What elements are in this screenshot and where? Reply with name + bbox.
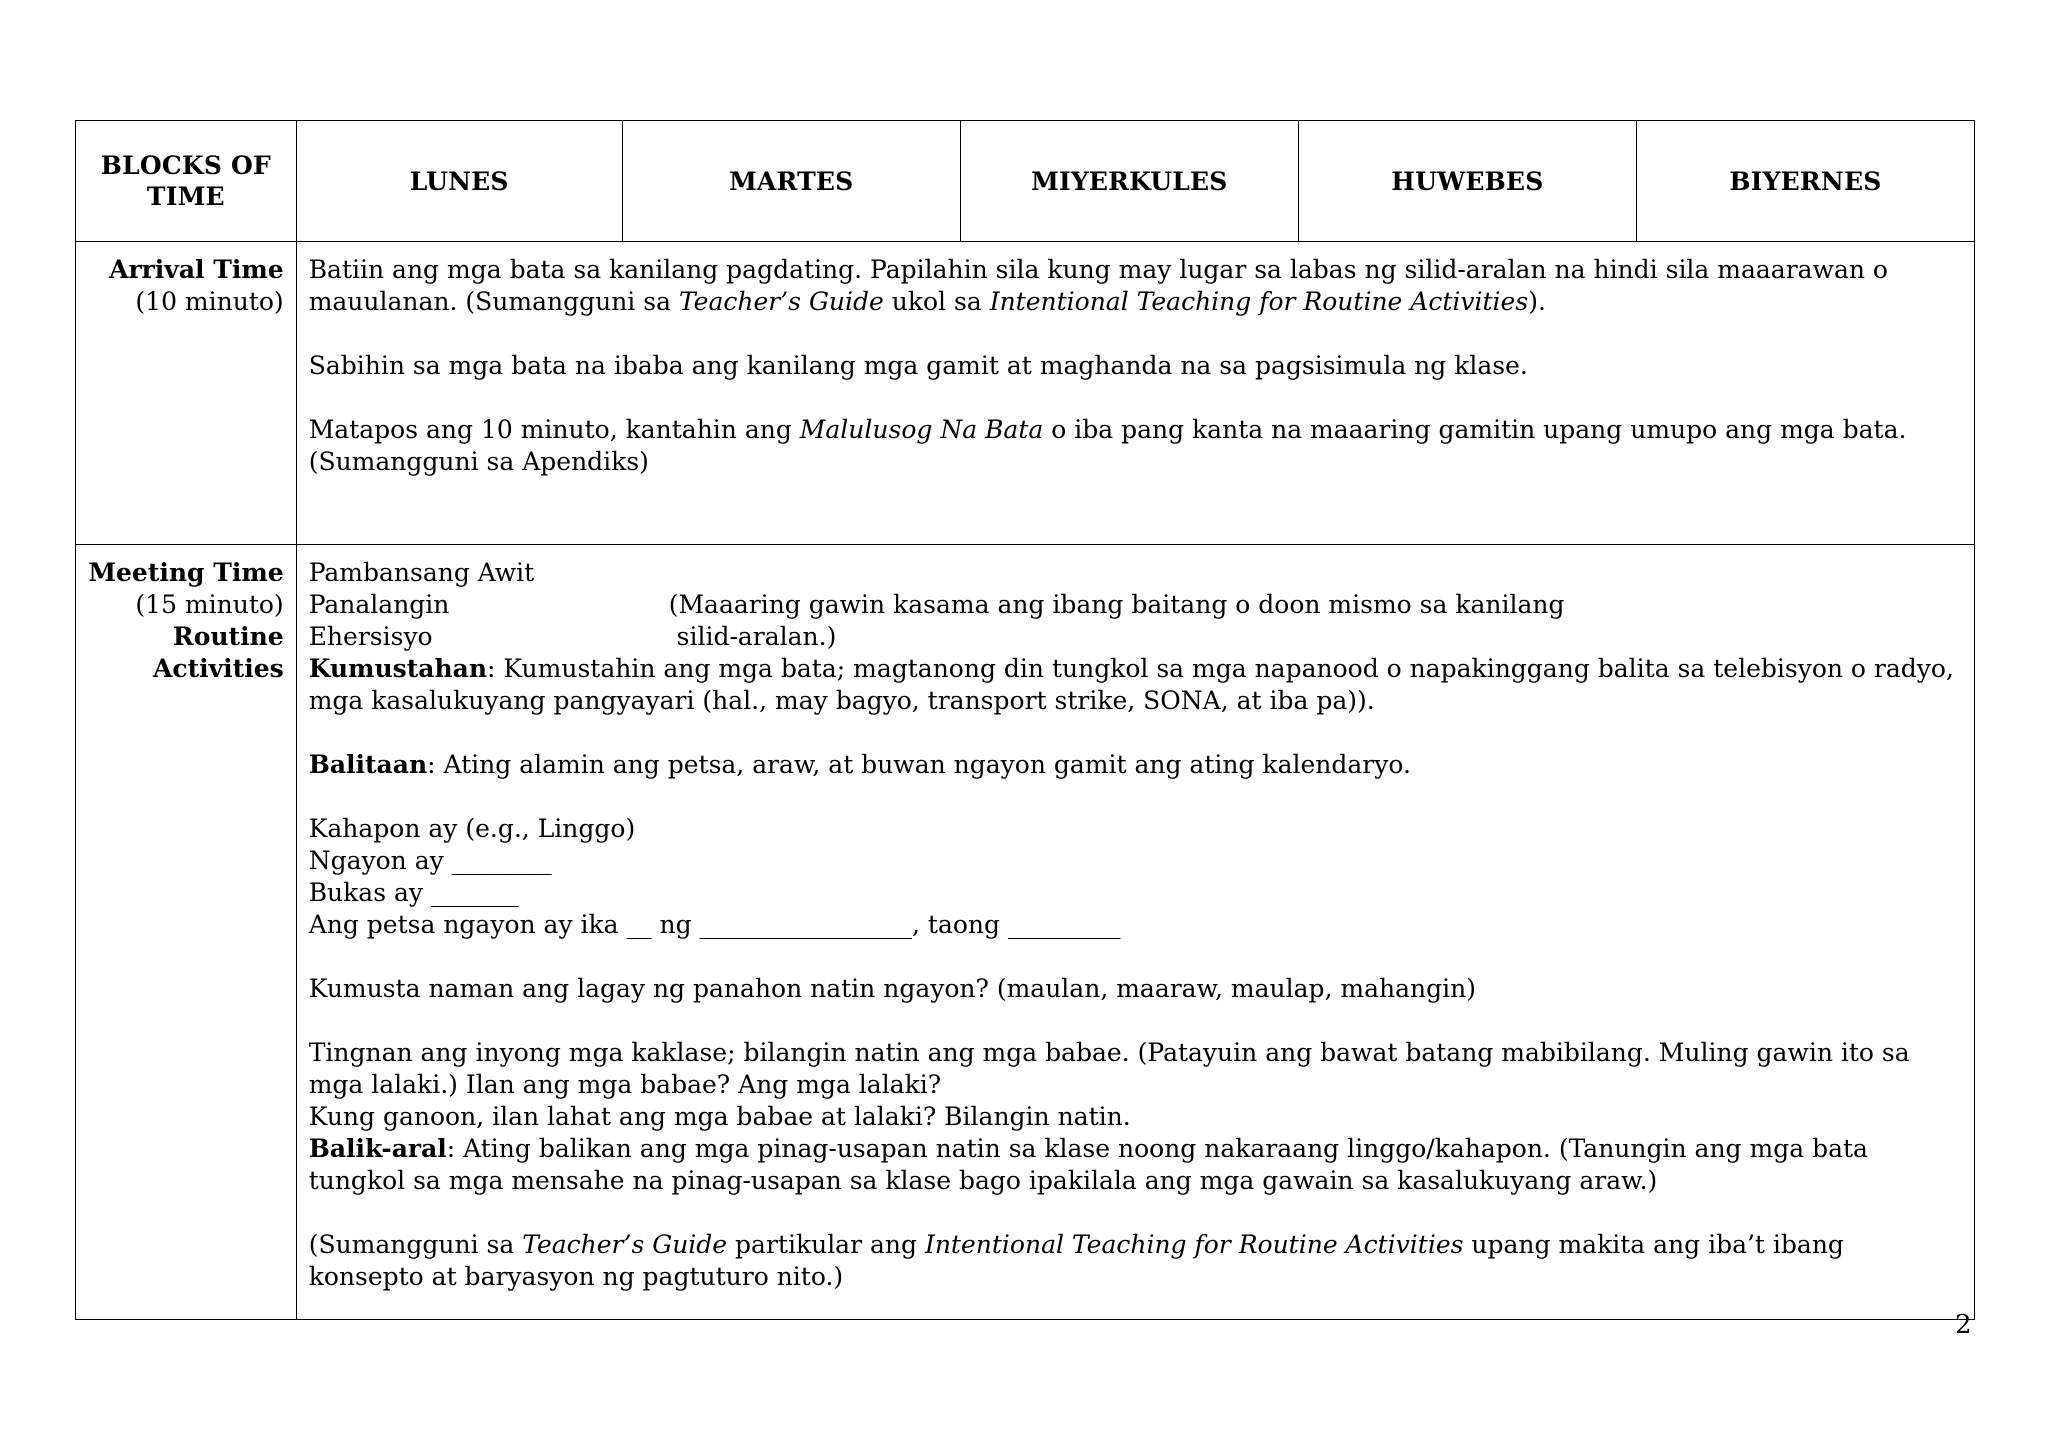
italic-text: Intentional Teaching for Routine Activities xyxy=(989,287,1529,316)
arrival-paragraph-2: Sabihin sa mga bata na ibaba ang kanilang mga gamit at maghanda na sa pagsisimula ng klase. xyxy=(308,351,1528,380)
meeting-time-content xyxy=(296,545,1974,1320)
text-span: : Kumustahin ang mga bata; magtanong din tungkol sa mga napanood o napakinggang balita sa telebisyon o radyo, mga kasalukuyang pangyayari (hal., may bagyo, transport strike, SONA, at iba pa)). xyxy=(308,654,1954,715)
header-row xyxy=(76,121,1975,242)
lesson-plan-table xyxy=(75,120,1975,1320)
note-line: (Maaaring gawin kasama ang ibang baitang o doon mismo sa kanilang xyxy=(668,590,1565,619)
arrival-paragraph-3 xyxy=(309,414,1960,478)
kung-paragraph: Kung ganoon, ilan lahat ang mga babae at lalaki? Bilangin natin. xyxy=(308,1102,1131,1131)
italic-text: Teacher’s Guide xyxy=(678,287,884,316)
header-day-huwebes: HUWEBES xyxy=(1298,121,1636,242)
header-day-miyerkules: MIYERKULES xyxy=(960,121,1298,242)
bold-term: Kumustahan xyxy=(308,654,488,683)
header-day-lunes: LUNES xyxy=(296,121,622,242)
meeting-time-row xyxy=(76,545,1975,1320)
list-item: Ehersisyo xyxy=(308,622,433,651)
text-span: ). xyxy=(1528,287,1546,316)
list-item: Pambansang Awit xyxy=(308,558,535,587)
arrival-time-content xyxy=(296,242,1974,545)
meeting-time-duration: (15 minuto) xyxy=(135,590,284,619)
balitaan-paragraph xyxy=(309,749,1960,781)
arrival-time-label: Arrival Time xyxy=(109,255,284,284)
text-span: partikular ang xyxy=(727,1230,925,1259)
kahapon-line: Kahapon ay (e.g., Linggo) xyxy=(308,814,636,843)
text-span: : Ating balikan ang mga pinag-usapan natin sa klase noong nakaraang linggo/kahapon. (Tanungin ang mga bata tungkol sa mga mensahe na pinag-usapan sa klase bago ipakilala ang mga gawain sa kasalukuyang araw.) xyxy=(308,1134,1868,1195)
text-span: Matapos ang 10 minuto, kantahin ang xyxy=(308,415,800,444)
tingnan-paragraph: Tingnan ang inyong mga kaklase; bilangin natin ang mga babae. (Patayuin ang bawat batang mabibilang. Muling gawin ito sa mga lalaki.) Ilan ang mga babae? Ang mga lalaki? xyxy=(308,1038,1910,1099)
text-span: upang makita ang iba’t ibang konsepto at baryasyon ng pagtuturo nito.) xyxy=(308,1230,1844,1291)
panahon-paragraph: Kumusta naman ang lagay ng panahon natin ngayon? (maulan, maaraw, maulap, mahangin) xyxy=(308,974,1476,1003)
routine-label: Routine xyxy=(172,622,284,651)
arrival-time-duration: (10 minuto) xyxy=(135,287,284,316)
meeting-time-label: Meeting Time xyxy=(88,558,284,587)
kumustahan-paragraph xyxy=(309,653,1960,717)
activities-label: Activities xyxy=(152,654,284,683)
header-day-martes: MARTES xyxy=(622,121,960,242)
meeting-time-label-cell xyxy=(76,545,297,1320)
bold-term: Balik-aral xyxy=(308,1134,447,1163)
list-item: Panalangin xyxy=(308,590,450,619)
text-span: Batiin ang mga bata sa kanilang pagdating. Papilahin sila kung may lugar sa labas ng silid-aralan na hindi sila maaarawan o mauulanan. (Sumangguni sa xyxy=(308,255,1888,316)
sumangguni-paragraph xyxy=(309,1229,1960,1293)
italic-text: Malulusog Na Bata xyxy=(799,415,1044,444)
text-span: o iba pang kanta na maaaring gamitin upang umupo ang mga bata. (Sumangguni sa Apendiks) xyxy=(308,415,1907,476)
bukas-line: Bukas ay _______ xyxy=(308,878,519,907)
routine-items xyxy=(309,557,1960,653)
header-day-biyernes: BIYERNES xyxy=(1636,121,1974,242)
arrival-time-row xyxy=(76,242,1975,545)
italic-text: Teacher’s Guide xyxy=(522,1230,728,1259)
arrival-time-label-cell xyxy=(76,242,297,545)
italic-text: Intentional Teaching for Routine Activities xyxy=(924,1230,1464,1259)
bold-term: Balitaan xyxy=(308,750,428,779)
note-line: silid-aralan.) xyxy=(668,622,837,651)
balik-aral-paragraph xyxy=(309,1133,1960,1197)
routine-items-note xyxy=(669,557,1960,653)
page-number: 2 xyxy=(1955,1310,1972,1340)
petsa-line: Ang petsa ngayon ay ika __ ng _________________, taong _________ xyxy=(308,910,1121,939)
routine-item-list xyxy=(309,557,669,653)
text-span: (Sumangguni sa xyxy=(308,1230,523,1259)
text-span: ukol sa xyxy=(883,287,990,316)
arrival-paragraph-1 xyxy=(309,254,1960,318)
text-span: : Ating alamin ang petsa, araw, at buwan ngayon gamit ang ating kalendaryo. xyxy=(427,750,1411,779)
header-blocks-of-time: BLOCKS OF TIME xyxy=(76,121,297,242)
ngayon-line: Ngayon ay ________ xyxy=(308,846,552,875)
